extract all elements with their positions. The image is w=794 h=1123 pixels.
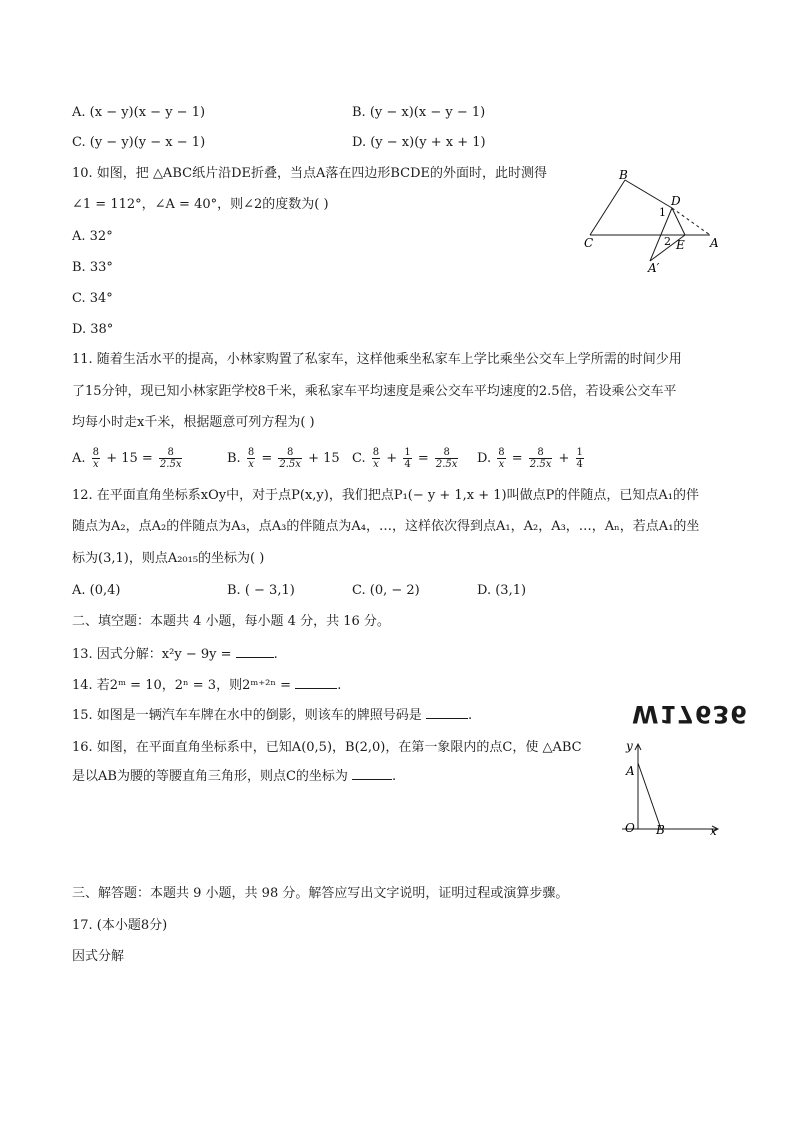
label-o: O	[625, 821, 635, 835]
section-3-heading: 三、解答题：本题共 9 小题，共 98 分。解答应写出文字说明，证明过程或演算步骤。	[72, 886, 569, 901]
q12-option-a: A. (0,4)	[72, 583, 121, 598]
label-a: A	[626, 764, 635, 778]
label-b: B	[656, 823, 665, 837]
q10-option-c: C. 34°	[72, 291, 113, 306]
q10-option-b: B. 33°	[72, 260, 113, 275]
q11-stem-line1: 11. 随着生活水平的提高，小林家购置了私家车，这样他乘坐私家车上学比乘坐公交车上学所需的时间少用	[72, 352, 682, 367]
q16-coordinate-figure	[618, 733, 728, 843]
q10-stem-line2: ∠1 = 112°，∠A = 40°，则∠2的度数为( )	[72, 197, 329, 212]
label-e: E	[676, 238, 685, 252]
q15-answer-blank[interactable]	[426, 718, 468, 719]
q12-option-c: C. (0, − 2)	[352, 583, 420, 598]
label-a: A	[710, 236, 719, 250]
q9-option-b: B. (y − x)(x − y − 1)	[352, 105, 486, 120]
q16: 是以AB为腰的等腰直角三角形，则点C的坐标为 .	[72, 769, 397, 784]
q13: 13. 因式分解：x²y − 9y = .	[72, 647, 278, 662]
q15: 15. 如图是一辆汽车车牌在水中的倒影，则该车的牌照号码是 .	[72, 708, 473, 723]
q10-option-d: D. 38°	[72, 322, 114, 337]
q14-answer-blank[interactable]	[295, 688, 337, 689]
q11-option-b: B. $\frac{8}{x}$ = $\frac{8}{2.5x}$ + 15	[227, 447, 340, 470]
q10-triangle-figure	[575, 163, 735, 278]
q16-stem-line1: 16. 如图，在平面直角坐标系中，已知A(0,5)，B(2,0)，在第一象限内的点C，使 △ABC	[72, 740, 582, 755]
q14: 14. 若2ᵐ = 10，2ⁿ = 3，则2ᵐ⁺²ⁿ = .	[72, 678, 342, 693]
label-angle-2: 2	[664, 235, 671, 248]
q9-option-c: C. (y − y)(y − x − 1)	[72, 135, 206, 150]
q11-option-a: A. $\frac{8}{x}$ + 15 = $\frac{8}{2.5x}$	[72, 447, 182, 470]
q11-stem-line3: 均每小时走x千米，根据题意可列方程为( )	[72, 415, 315, 430]
q12-option-d: D. (3,1)	[477, 583, 527, 598]
q13-answer-blank[interactable]	[236, 657, 274, 658]
q9-option-d: D. (y − x)(y + x + 1)	[352, 135, 486, 150]
q17-instruction: 因式分解	[72, 949, 125, 964]
license-plate-reflection: W17636	[632, 700, 748, 728]
label-y: y	[626, 739, 633, 753]
label-d: D	[671, 194, 681, 208]
label-angle-1: 1	[659, 206, 666, 219]
q10-stem-line1: 10. 如图，把 △ABC纸片沿DE折叠，当点A落在四边形BCDE的外面时，此时测得	[72, 166, 548, 181]
q16-answer-blank[interactable]	[352, 779, 392, 780]
label-a-prime: A′	[648, 261, 660, 275]
label-x: x	[710, 824, 717, 838]
q11-option-c: C. $\frac{8}{x}$ + $\frac{1}{4}$ = $\frac{8}{2.5x}$	[352, 447, 458, 470]
q12-stem-line3: 标为(3,1)，则点A₂₀₁₅的坐标为( )	[72, 551, 265, 566]
label-b: B	[619, 168, 628, 182]
q11-stem-line2: 了15分钟，现已知小林家距学校8千米，乘私家车平均速度是乘公交车平均速度的2.5倍，若设乘公交车平	[72, 384, 677, 399]
q12-option-b: B. ( − 3,1)	[227, 583, 295, 598]
q11-option-d: D. $\frac{8}{x}$ = $\frac{8}{2.5x}$ + $\frac{1}{4}$	[477, 447, 583, 470]
q17-header: 17. (本小题8分)	[72, 918, 168, 933]
section-2-heading: 二、填空题：本题共 4 小题，每小题 4 分，共 16 分。	[72, 614, 390, 629]
q10-option-a: A. 32°	[72, 229, 113, 244]
q12-stem-line1: 12. 在平面直角坐标系xOy中，对于点P(x,y)，我们把点P₁(− y + 1,x + 1)叫做点P的伴随点，已知点A₁的伴	[72, 488, 699, 503]
q9-option-a: A. (x − y)(x − y − 1)	[72, 105, 206, 120]
q12-stem-line2: 随点为A₂，点A₂的伴随点为A₃，点A₃的伴随点为A₄，…，这样依次得到点A₁，A₂，A₃，…，Aₙ，若点A₁的坐	[72, 519, 700, 534]
label-c: C	[584, 236, 594, 250]
